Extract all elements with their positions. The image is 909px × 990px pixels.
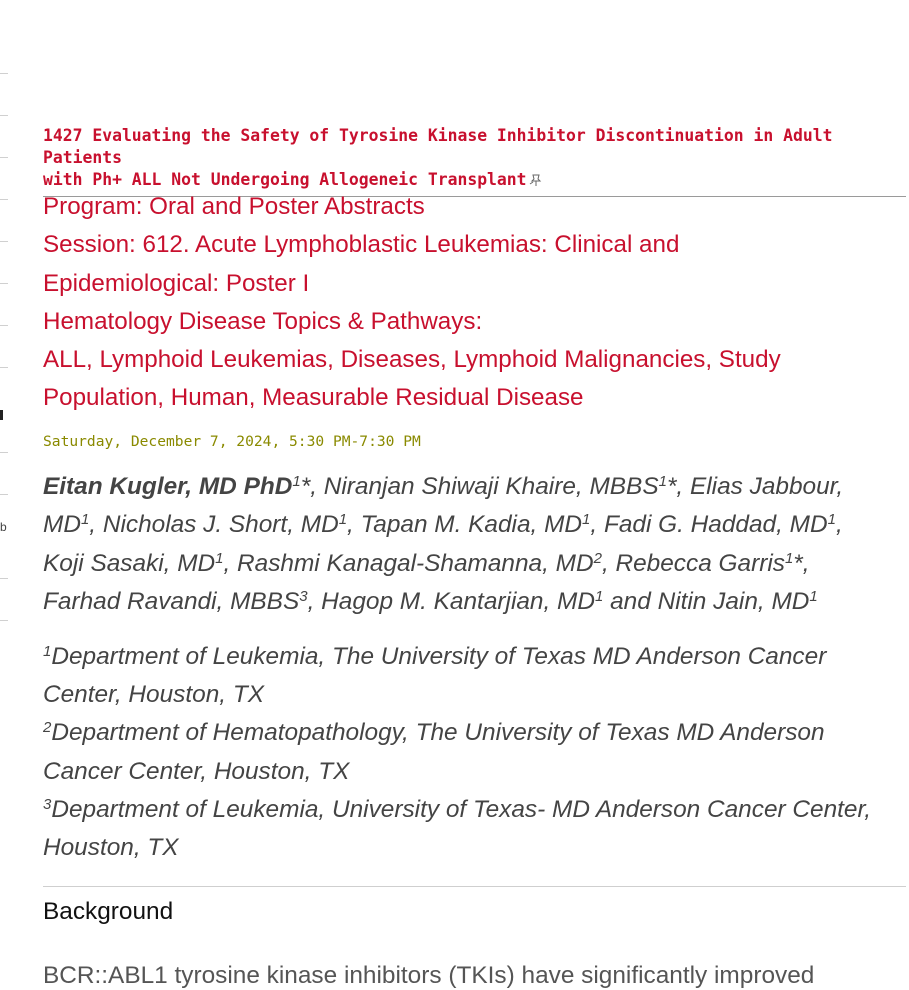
author-mark: *, [300, 473, 324, 500]
author: Tapan M. Kadia, MD [360, 511, 583, 539]
affiliation-1 [43, 638, 909, 676]
separator: and [603, 588, 658, 616]
affil-sup: 1 [827, 511, 836, 529]
affil-sup: 1 [338, 511, 348, 529]
affil-sup: 1 [809, 588, 818, 606]
author-list [43, 468, 909, 622]
affil-text: Houston, TX [43, 834, 179, 862]
abstract-title[interactable] [43, 125, 906, 191]
program-label[interactable]: Program: Oral and Poster Abstracts [43, 193, 425, 220]
program-info [43, 188, 903, 418]
affiliation-2 [43, 714, 909, 752]
section-divider [43, 886, 906, 887]
title-line-2: with Ph+ ALL Not Undergoing Allogeneic Transplant [43, 170, 527, 189]
ruler-tick [0, 115, 8, 116]
author: Koji Sasaki, MD [43, 549, 216, 577]
affil-sup: 1 [658, 473, 667, 490]
topics-label: Hematology Disease Topics & Pathways: [43, 307, 483, 335]
ruler-tick [0, 283, 8, 284]
author: Rashmi Kanagal-Shamanna, MD [237, 549, 594, 577]
ruler-tick [0, 578, 8, 579]
separator: , [307, 588, 322, 616]
topics-line-1[interactable]: ALL, Lymphoid Leukemias, Diseases, Lymphoid Malignancies, Study [43, 346, 781, 374]
affil-text: Department of Leukemia, The University of Texas MD Anderson Cancer [51, 643, 827, 670]
separator: , [835, 511, 843, 539]
affil-number: 1 [43, 643, 52, 660]
affiliation-3 [43, 791, 909, 829]
affil-text: Department of Hematopathology, The University of Texas MD Anderson [51, 719, 825, 747]
affil-text: Center, Houston, TX [43, 681, 264, 709]
affil-sup: 1 [582, 511, 591, 529]
affil-sup: 1 [215, 549, 224, 567]
affil-sup: 2 [593, 549, 602, 567]
ruler-tick [0, 157, 8, 158]
ruler-tick [0, 367, 8, 368]
separator: , [590, 511, 604, 539]
affil-number: 3 [43, 795, 52, 813]
title-line-1: 1427 Evaluating the Safety of Tyrosine Kinase Inhibitor Discontinuation in Adult Patients [43, 126, 833, 167]
affil-sup: 1 [594, 588, 604, 606]
author: Nitin Jain, MD [657, 588, 810, 616]
abstract-title-block [43, 125, 906, 197]
ruler-tick [0, 73, 8, 74]
affil-text: Department of Leukemia, University of Texas- MD Anderson Cancer Center, [51, 795, 872, 823]
background-heading: Background [43, 898, 174, 925]
author: MD [43, 511, 81, 539]
ruler-tick [0, 494, 8, 495]
affil-sup: 1 [292, 473, 301, 490]
ruler-tick [0, 199, 8, 200]
author-mark: *, [666, 473, 690, 500]
edge-glyph: b [0, 520, 7, 534]
affil-sup: 1 [784, 549, 794, 567]
left-margin-ruler [0, 0, 10, 983]
session-line-2[interactable]: Epidemiological: Poster I [43, 269, 310, 297]
background-text: BCR::ABL1 tyrosine kinase inhibitors (TKIs) have significantly improved [43, 962, 815, 989]
session-date: Saturday, December 7, 2024, 5:30 PM-7:30 PM [43, 433, 421, 450]
session-line-1[interactable]: Session: 612. Acute Lymphoblastic Leukemias: Clinical and [43, 231, 680, 259]
separator: , [223, 549, 238, 577]
separator: , [601, 549, 616, 577]
author: Rebecca Garris [615, 549, 785, 577]
affil-text: Cancer Center, Houston, TX [43, 757, 350, 785]
affil-sup: 1 [80, 511, 90, 529]
author: Elias Jabbour, [689, 473, 844, 500]
ruler-tick [0, 241, 8, 242]
pin-icon[interactable] [529, 173, 543, 187]
affil-sup: 3 [299, 588, 308, 606]
ruler-marker [0, 410, 3, 420]
author: Farhad Ravandi, MBBS [43, 588, 300, 616]
separator: , [347, 511, 361, 539]
ruler-tick [0, 325, 8, 326]
author: Hagop M. Kantarjian, MD [321, 588, 595, 616]
author-lead: Eitan Kugler, MD PhD [43, 473, 293, 500]
author: Niranjan Shiwaji Khaire, MBBS [323, 473, 659, 500]
ruler-tick [0, 452, 8, 453]
affil-number: 2 [43, 719, 52, 737]
author: Fadi G. Haddad, MD [603, 511, 828, 539]
author-mark: *, [793, 549, 810, 577]
separator: , [89, 511, 103, 539]
ruler-tick [0, 620, 8, 621]
author: Nicholas J. Short, MD [102, 511, 339, 539]
affiliation-list [43, 638, 909, 867]
topics-line-2[interactable]: Population, Human, Measurable Residual Disease [43, 384, 584, 412]
